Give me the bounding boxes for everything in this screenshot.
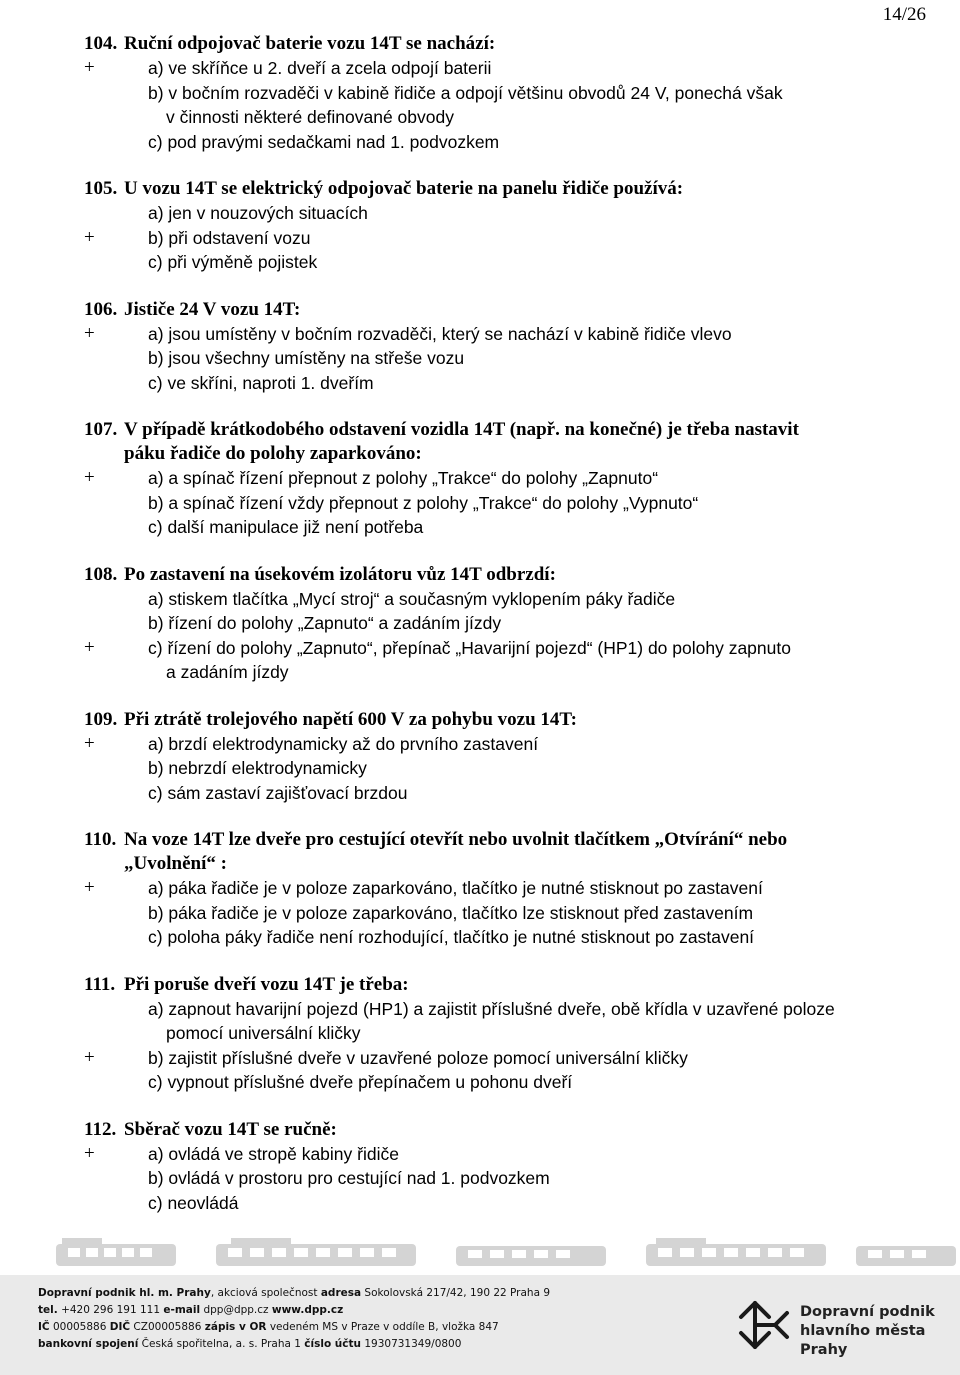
tram-silhouette-strip: [56, 1236, 956, 1270]
answer-text: c) sám zastaví zajišťovací brzdou: [148, 782, 408, 803]
correct-answer-mark: +: [84, 226, 95, 248]
answer-text: b) jsou všechny umístěny na střeše vozu: [148, 348, 465, 368]
answer-option: [84, 1070, 924, 1095]
logo-line-1: Dopravní podnik: [800, 1304, 935, 1320]
answer-text: c) při výměně pojistek: [148, 252, 318, 272]
answer-option: [84, 611, 924, 636]
question-title: [84, 563, 924, 587]
question-text: Na voze 14T lze dveře pro cestující otevřít nebo uvolnit tlačítkem „Otvírání“ nebo: [124, 829, 788, 850]
question-block: [84, 708, 924, 806]
question-block: [84, 563, 924, 685]
answer-text: a) jsou umístěny v bočním rozvaděči, který se nachází v kabině řidiče vlevo: [148, 323, 732, 344]
answer-option: [84, 250, 924, 275]
question-text: Jističe 24 V vozu 14T:: [124, 298, 301, 320]
question-block: [84, 1118, 924, 1216]
correct-answer-mark: +: [84, 1046, 95, 1068]
answer-text: a) a spínač řízení přepnout z polohy „Trakce“ do polohy „Zapnuto“: [148, 468, 659, 488]
answer-option: [84, 81, 924, 130]
correct-answer-mark: +: [84, 57, 95, 78]
question-text: Ruční odpojovač baterie vozu 14T se nachází:: [124, 33, 496, 54]
answer-text: b) řízení do polohy „Zapnuto“ a zadáním jízdy: [148, 613, 502, 633]
answer-text: b) páka řadiče je v poloze zaparkováno, tlačítko lze stisknout před zastavením: [148, 902, 754, 923]
answer-option: [84, 130, 924, 155]
logo-line-2: hlavního města Prahy: [800, 1323, 926, 1358]
correct-answer-mark: +: [84, 322, 95, 344]
question-block: [84, 32, 924, 154]
answer-text: a) páka řadiče je v poloze zaparkováno, tlačítko je nutné stisknout po zastavení: [148, 878, 763, 898]
question-block: [84, 828, 924, 950]
answer-text: a) brzdí elektrodynamicky až do prvního zastavení: [148, 733, 539, 754]
answer-text: c) ve skříni, naproti 1. dveřím: [148, 372, 374, 393]
question-block: [84, 177, 924, 275]
question-title: [84, 828, 924, 876]
answer-option: [84, 925, 924, 950]
question-number: 112.: [84, 1118, 117, 1140]
answer-option: [84, 781, 924, 806]
answer-text: b) nebrzdí elektrodynamicky: [148, 758, 367, 778]
answer-option: [84, 636, 924, 685]
answer-option: [84, 1142, 924, 1167]
question-text: Po zastavení na úsekovém izolátoru vůz 14T odbrzdí:: [124, 563, 556, 585]
answer-option: [84, 1046, 924, 1071]
logo-wordmark: [800, 1303, 960, 1360]
answer-option: [84, 226, 924, 251]
answer-option: [84, 346, 924, 371]
question-list: [84, 32, 924, 1238]
answer-text: c) další manipulace již není potřeba: [148, 517, 424, 537]
answer-text: a) zapnout havarijní pojezd (HP1) a zajistit příslušné dveře, obě křídla v uzavřené poloze: [148, 998, 835, 1019]
question-number: 109.: [84, 708, 118, 730]
page-footer: [0, 1275, 960, 1375]
answer-text: c) vypnout příslušné dveře přepínačem u pohonu dveří: [148, 1072, 573, 1092]
question-title: [84, 418, 924, 466]
question-text: Při ztrátě trolejového napětí 600 V za pohybu vozu 14T:: [124, 708, 577, 730]
answer-text: c) poloha páky řadiče není rozhodující, tlačítko je nutné stisknout po zastavení: [148, 927, 755, 947]
correct-answer-mark: +: [84, 877, 95, 898]
question-number: 104.: [84, 33, 118, 54]
correct-answer-mark: +: [84, 636, 95, 658]
question-number: 106.: [84, 298, 118, 320]
answer-option: [84, 491, 924, 516]
footer-line-registration: IČ 00005886 DIČ CZ00005886 zápis v OR vedeném MS v Praze v oddíle B, vložka 847: [38, 1321, 499, 1333]
correct-answer-mark: +: [84, 732, 95, 754]
answer-option: [84, 322, 924, 347]
answer-option: [84, 515, 924, 540]
answer-text: b) a spínač řízení vždy přepnout z polohy „Trakce“ do polohy „Vypnuto“: [148, 492, 699, 513]
footer-line-contact: tel. +420 296 191 111 e-mail dpp@dpp.cz www.dpp.cz: [38, 1304, 344, 1316]
footer-line-company: Dopravní podnik hl. m. Prahy, akciová společnost adresa Sokolovská 217/42, 190 22 Praha 9: [38, 1287, 551, 1299]
answer-option: [84, 732, 924, 757]
question-number: 107.: [84, 419, 118, 440]
question-block: [84, 298, 924, 396]
question-text: Při poruše dveří vozu 14T je třeba:: [124, 973, 409, 995]
answer-text: b) zajistit příslušné dveře v uzavřené poloze pomocí universální kličky: [148, 1047, 688, 1068]
question-text: V případě krátkodobého odstavení vozidla 14T (např. na konečné) je třeba nastavit: [124, 419, 799, 440]
question-title: [84, 177, 924, 201]
answer-text: a) ovládá ve stropě kabiny řidiče: [148, 1143, 399, 1164]
answer-option: [84, 997, 924, 1046]
question-text: U vozu 14T se elektrický odpojovač baterie na panelu řidiče používá:: [124, 178, 684, 199]
question-number: 111.: [84, 973, 116, 995]
answer-option: [84, 201, 924, 226]
answer-text: a) jen v nouzových situacích: [148, 203, 368, 223]
answer-text: c) neovládá: [148, 1192, 239, 1213]
question-block: [84, 973, 924, 1095]
answer-option: [84, 56, 924, 81]
answer-option: [84, 371, 924, 396]
question-title: [84, 1118, 924, 1142]
answer-option: [84, 1191, 924, 1216]
footer-line-bank: bankovní spojení Česká spořitelna, a. s. Praha 1 číslo účtu 1930731349/0800: [38, 1338, 462, 1350]
answer-text: b) ovládá v prostoru pro cestující nad 1. podvozkem: [148, 1168, 550, 1188]
question-text: Sběrač vozu 14T se ručně:: [124, 1118, 337, 1140]
answer-text: c) řízení do polohy „Zapnuto“, přepínač „Havarijní pojezd“ (HP1) do polohy zapnuto: [148, 637, 791, 658]
answer-option: [84, 901, 924, 926]
correct-answer-mark: +: [84, 467, 95, 488]
answer-text-continued: v činnosti některé definované obvody: [166, 107, 454, 127]
question-number: 105.: [84, 178, 118, 199]
question-text-continued: „Uvolnění“ :: [124, 853, 227, 874]
answer-text: b) v bočním rozvaděči v kabině řidiče a odpojí většinu obvodů 24 V, ponechá však: [148, 82, 783, 103]
question-title: [84, 298, 924, 322]
company-info: [38, 1285, 550, 1353]
question-number: 108.: [84, 563, 118, 585]
answer-option: [84, 756, 924, 781]
answer-text: a) ve skříňce u 2. dveří a zcela odpojí baterii: [148, 58, 492, 78]
question-title: [84, 32, 924, 56]
answer-text: b) při odstavení vozu: [148, 227, 311, 248]
correct-answer-mark: +: [84, 1142, 95, 1164]
answer-option: [84, 466, 924, 491]
answer-text: a) stiskem tlačítka „Mycí stroj“ a současným vyklopením páky řadiče: [148, 588, 676, 609]
page-number: 14/26: [882, 4, 926, 25]
answer-option: [84, 1166, 924, 1191]
question-title: [84, 973, 924, 997]
answer-option: [84, 876, 924, 901]
answer-text: c) pod pravými sedačkami nad 1. podvozkem: [148, 131, 500, 152]
answer-text-continued: a zadáním jízdy: [166, 662, 289, 682]
answer-text-continued: pomocí universální kličky: [166, 1023, 361, 1043]
question-block: [84, 418, 924, 540]
question-number: 110.: [84, 829, 117, 850]
question-title: [84, 708, 924, 732]
question-text-continued: páku řadiče do polohy zaparkováno:: [124, 443, 422, 464]
answer-option: [84, 587, 924, 612]
